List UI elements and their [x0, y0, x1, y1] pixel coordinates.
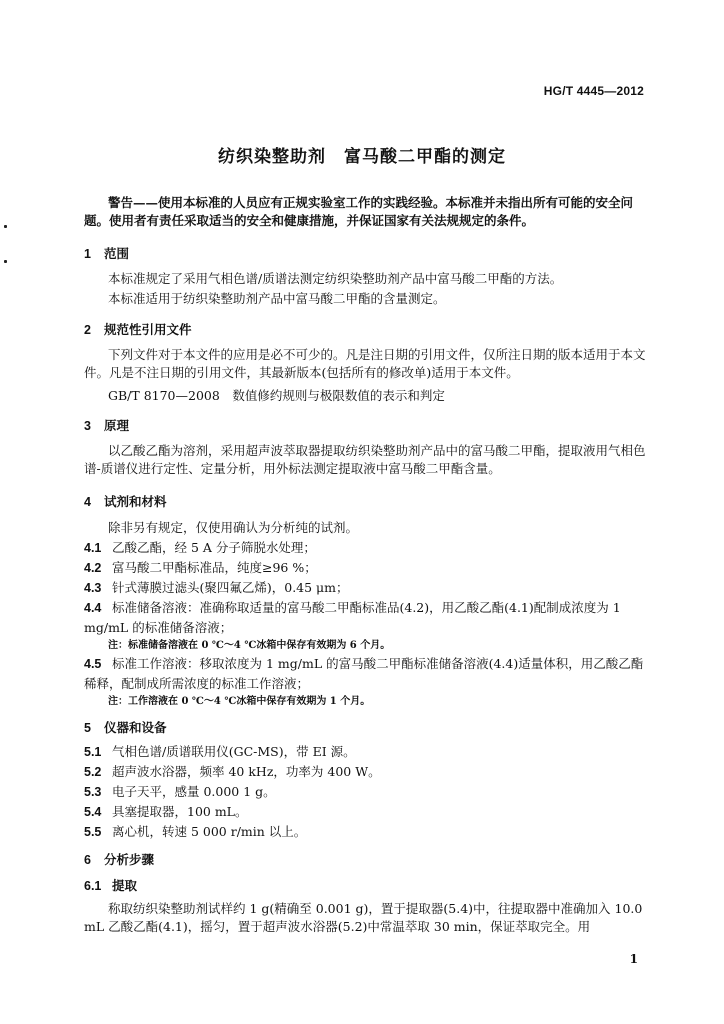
section-number: 6: [84, 853, 91, 867]
item-number: 5.4: [84, 805, 102, 819]
section-2-heading: [84, 320, 192, 338]
section-title: 原理: [104, 418, 130, 433]
section-4-heading: [84, 492, 167, 510]
item-number: 4.2: [84, 561, 102, 575]
item-text: 提取: [112, 878, 138, 893]
item-text: 气相色谱/质谱联用仪(GC-MS)，带 EI 源。: [112, 744, 356, 759]
section-title: 试剂和材料: [104, 494, 167, 509]
item-text: 离心机，转速 5 000 r/min 以上。: [112, 824, 307, 839]
item-number: 4.1: [84, 541, 102, 555]
list-item: [84, 598, 646, 638]
section-3-paragraph: 以乙酸乙酯为溶剂，采用超声波萃取器提取纺织染整助剂产品中的富马酸二甲酯，提取液用气相色谱-质谱仪进行定性、定量分析，用外标法测定提取液中富马酸二甲酯含量。: [84, 443, 646, 476]
item-number: 5.2: [84, 765, 102, 779]
standard-code: HG/T 4445—2012: [543, 84, 644, 98]
page-title: 纺织染整助剂 富马酸二甲酯的测定: [218, 147, 506, 167]
section-2-paragraph: 下列文件对于本文件的应用是必不可少的。凡是注日期的引用文件，仅所注日期的版本适用于本文件。凡是不注日期的引用文件，其最新版本(包括所有的修改单)适用于本文件。: [84, 347, 646, 380]
scan-mark: [4, 225, 7, 228]
section-6-paragraph: 称取纺织染整助剂试样约 1 g(精确至 0.001 g)，置于提取器(5.4)中，往提取器中准确加入 10.0 mL 乙酸乙酯(4.1)，摇匀，置于超声波水浴器(5.2)中常温萃取 30 min，保证萃取完全。用: [84, 901, 643, 934]
section-title: 规范性引用文件: [104, 322, 192, 337]
section-6-heading: [84, 850, 154, 868]
list-item: [84, 782, 646, 802]
section-number: 4: [84, 495, 91, 509]
list-item: [84, 538, 646, 558]
item-number: 5.1: [84, 745, 102, 759]
list-item: [84, 822, 646, 842]
item-text: 标准工作溶液：移取浓度为 1 mg/mL 的富马酸二甲酯标准储备溶液(4.4)适量体积，用乙酸乙酯稀释，配制成所需浓度的标准工作溶液；: [84, 656, 644, 691]
item-text: 针式薄膜过滤头(聚四氟乙烯)，0.45 μm；: [112, 580, 349, 595]
list-item: [84, 578, 646, 598]
item-number: 4.5: [84, 657, 102, 671]
item-number: 5.3: [84, 785, 102, 799]
list-item: [84, 654, 646, 694]
list-item: [84, 742, 646, 762]
section-4-intro: 除非另有规定，仅使用确认为分析纯的试剂。: [108, 520, 359, 535]
section-3-heading: [84, 416, 129, 434]
scan-mark: [4, 260, 7, 263]
section-title: 范围: [104, 246, 130, 261]
section-title: 仪器和设备: [104, 720, 167, 735]
list-item: [84, 558, 646, 578]
section-5-heading: [84, 718, 167, 736]
note: 注：标准储备溶液在 0 ℃～4 ℃冰箱中保存有效期为 6 个月。: [108, 640, 391, 651]
section-number: 5: [84, 721, 91, 735]
item-text: 富马酸二甲酯标准品，纯度≥96 %；: [112, 560, 317, 575]
section-1-paragraph-1: 本标准规定了采用气相色谱/质谱法测定纺织染整助剂产品中富马酸二甲酯的方法。: [108, 271, 563, 286]
item-text: 标准储备溶液：准确称取适量的富马酸二甲酯标准品(4.2)，用乙酸乙酯(4.1)配制成浓度为 1 mg/mL 的标准储备溶液；: [84, 600, 621, 635]
section-title: 分析步骤: [104, 852, 155, 867]
list-item: [84, 762, 646, 782]
normative-reference: GB/T 8170—2008 数值修约规则与极限数值的表示和判定: [108, 388, 445, 403]
item-number: 4.4: [84, 601, 102, 615]
subsection-6-1-heading: [84, 876, 646, 896]
item-text: 超声波水浴器，频率 40 kHz，功率为 400 W。: [112, 764, 381, 779]
item-text: 具塞提取器，100 mL。: [112, 804, 248, 819]
section-number: 3: [84, 419, 91, 433]
item-number: 6.1: [84, 879, 102, 893]
section-number: 2: [84, 323, 91, 337]
list-item: [84, 802, 646, 822]
item-text: 乙酸乙酯，经 5 A 分子筛脱水处理；: [112, 540, 316, 555]
note: 注：工作溶液在 0 ℃～4 ℃冰箱中保存有效期为 1 个月。: [108, 696, 371, 707]
item-number: 5.5: [84, 825, 102, 839]
section-1-heading: [84, 244, 129, 262]
item-number: 4.3: [84, 581, 102, 595]
page-number: 1: [629, 952, 638, 966]
item-text: 电子天平，感量 0.000 1 g。: [112, 784, 276, 799]
section-1-paragraph-2: 本标准适用于纺织染整助剂产品中富马酸二甲酯的含量测定。: [108, 291, 446, 306]
warning-paragraph: 警告——使用本标准的人员应有正规实验室工作的实践经验。本标准并未指出所有可能的安全问题。使用者有责任采取适当的安全和健康措施，并保证国家有关法规规定的条件。: [84, 195, 634, 228]
section-number: 1: [84, 247, 91, 261]
